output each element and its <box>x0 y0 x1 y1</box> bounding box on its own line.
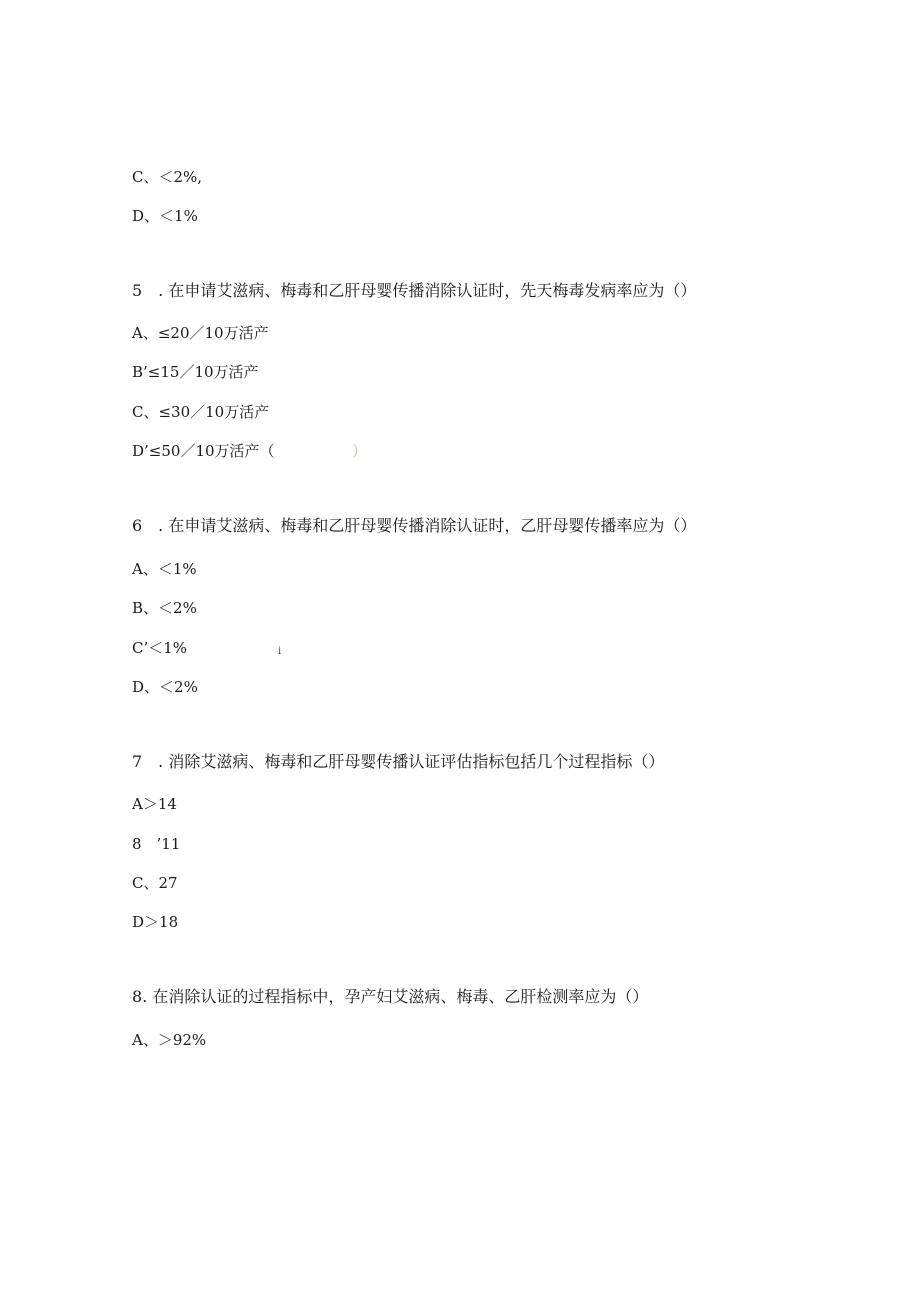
q7-question: 7 . 消除艾滋病、梅毒和乙肝母婴传播认证评估指标包括几个过程指标（） <box>132 752 665 771</box>
q7-option-a: A＞14 <box>132 795 177 813</box>
q6-option-b: B、＜2% <box>132 599 197 617</box>
q5-option-a: A、≤20／10万活产 <box>132 324 269 342</box>
q7-option-c: C、27 <box>132 874 178 892</box>
q6-option-d: D、＜2% <box>132 678 198 696</box>
q5-option-c: C、≤30／10万活产 <box>132 403 270 421</box>
q6-option-a: A、＜1% <box>132 560 197 578</box>
q7-option-b: 8 ’11 <box>132 835 181 853</box>
q6-question: 6 . 在申请艾滋病、梅毒和乙肝母婴传播消除认证时，乙肝母婴传播率应为（） <box>132 516 697 535</box>
q8-question: 8. 在消除认证的过程指标中，孕产妇艾滋病、梅毒、乙肝检测率应为（） <box>132 987 649 1006</box>
q5-question: 5 . 在申请艾滋病、梅毒和乙肝母婴传播消除认证时，先天梅毒发病率应为（） <box>132 281 697 300</box>
q8-option-a: A、＞92% <box>132 1031 207 1049</box>
q4-option-c: C、＜2%, <box>132 168 203 186</box>
q5-closing-paren: ） <box>352 442 368 460</box>
q4-option-d: D、＜1% <box>132 207 198 225</box>
q7-option-d: D＞18 <box>132 913 179 931</box>
q5-option-b: B’≤15／10万活产 <box>132 363 259 381</box>
q5-option-d: D’≤50／10万活产（ <box>132 442 275 460</box>
q6-option-c: C’＜1% <box>132 639 188 657</box>
q6-stray-mark: i <box>278 646 282 657</box>
